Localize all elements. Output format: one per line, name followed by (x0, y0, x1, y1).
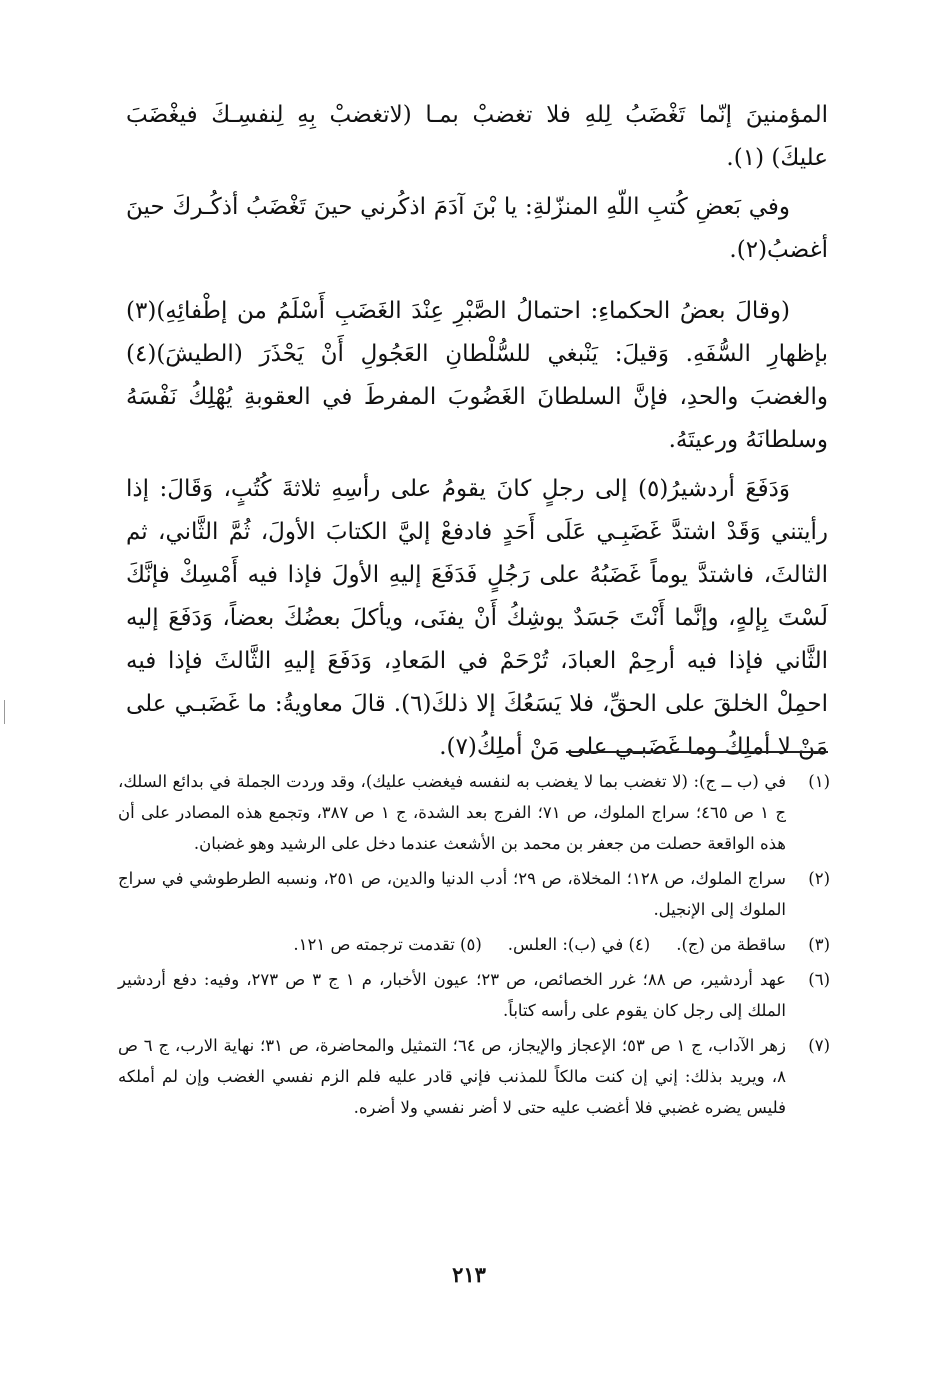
footnote-3-text: ساقطة من (ج). (676, 935, 786, 954)
main-text (126, 94, 828, 769)
paragraph-1: المؤمنينَ إنّما تَغْضَبُ لِلهِ فلا تغضبْ بمـا (لاتغضبْ بِهِ لِنفسِـكَ فيغْضَبَ عليكَ) (١). (126, 102, 828, 171)
footnote-separator (566, 751, 828, 753)
footnote-number: (٧) (808, 1036, 830, 1055)
footnote-text: سراج الملوك، ص ١٢٨؛ المخلاة، ص ٢٩؛ أدب الدنيا والدين، ص ٢٥١، ونسبه الطرطوشي في سراج الملوك إلى الإنجيل. (118, 869, 786, 919)
page-number: ٢١٣ (452, 1262, 486, 1287)
footnote-1 (118, 766, 830, 859)
footnote-number: (٤) (628, 935, 651, 954)
footnote-2 (118, 863, 830, 925)
paragraph-2: وفي بَعضِ كُتبِ اللّهِ المنزّلةِ: يا بْنَ آدَمَ اذكُرني حينَ تَغْضَبُ أذكُـركَ حينَ أغضبُ(٢). (126, 194, 828, 263)
footnote-5 (293, 929, 481, 960)
footnote-4 (508, 929, 650, 960)
footnote-text: زهر الآداب، ج ١ ص ٥٣؛ الإعجاز والإيجاز، ص ٦٤؛ التمثيل والمحاضرة، ص ٣١؛ نهاية الارب، ج ٦ ص ٨، ويريد بذلك: إني إن كنت مالكاً للمذنب فإني قادر عليه فلم الزم نفسي الغضب وإن لم أملكه فليس يضره غضبي فلا أغضب عليه حتى لا أضر نفسي ولا أضره. (118, 1036, 786, 1117)
footnotes (118, 766, 830, 1127)
footnote-number: (٥) (460, 935, 482, 954)
footnote-row-3-5 (118, 929, 830, 960)
footnote-text: عهد أردشير، ص ٨٨؛ غرر الخصائص، ص ٢٣؛ عيون الأخبار، م ١ ج ٣ ص ٢٧٣، وفيه: دفع أردشير الملك إلى رجل كان يقوم على رأسه كتاباً. (118, 970, 787, 1020)
paragraph-3: (وقالَ بعضُ الحكماءِ: احتمالُ الصَّبْرِ عِنْدَ الغَضَبِ أَسْلَمُ من إطْفائِهِ)(٣) بإظهارِ السُّفَهِ. وَقيلَ: يَنْبغي للسُّلْطانِ العَجُولِ أَنْ يَحْذَرَ (الطيشَ)(٤) والغضبَ والحدِ، فإنَّ السلطانَ الغَضُوبَ المفرطَ في العقوبةِ يُهْلِكُ نَفْسَهُ وسلطانَهُ ورعيتَهُ. (126, 298, 828, 453)
footnote-text: في (ب ــ ج): (لا تغضب بما لا يغضب به لنفسه فيغضب عليك)، وقد وردت الجملة في بدائع السلك، ج ١ ص ٤٦٥؛ سراج الملوك، ص ٧١؛ الفرج بعد الشدة، ج ١ ص ٣٨٧، وتجمع هذه المصادر على أن هذه الواقعة حصلت من جعفر بن محمد بن الأشعث عندما دخل على الرشيد وهو غضبان. (118, 772, 786, 853)
footnote-6 (118, 964, 830, 1026)
footnote-number: (٦) (808, 970, 830, 989)
scan-margin-mark (4, 700, 5, 724)
footnote-text: في (ب): العلس. (507, 935, 624, 954)
paragraph-4: وَدَفَعَ أردشيرُ(٥) إلى رجلٍ كانَ يقومُ على رأسِهِ ثلاثةَ كُتُبٍ، وَقَالَ: إذا رأيتني وَقَدْ اشتدَّ غَضَبِـي عَلَى أَحَدٍ فادفعْ إليَّ الكتابَ الأولَ، ثُمَّ الثَّاني، ثم الثالثَ، فاشتدَّ يوماً غَضَبُهُ على رَجُلٍ فَدَفَعَ إليهِ الأولَ فإذا فيه أَمْسِكْ فإنَّكَ لَسْتَ بِإلهٍ، وإنَّما أَنْتَ جَسَدٌ يوشِكُ أَنْ يفنَى، ويأكلَ بعضُكَ بعضاً، وَدَفَعَ إليه الثَّاني فإذا فيه أرحِمْ العبادَ، تُرْحَمْ في المَعادِ، وَدَفَعَ إليهِ الثَّالثَ فإذا فيه احمِلْ الخلقَ على الحقِّ، فلا يَسَعُكَ إلا ذلكَ(٦). قالَ معاويةُ: ما غَضَبـي على مَنْ لا أملِكُ وما غَضَبـي على مَنْ أملِكُ(٧). (126, 476, 828, 760)
footnote-number: (٢) (808, 869, 830, 888)
footnote-text: تقدمت ترجمته ص ١٢١. (293, 935, 455, 954)
footnote-7 (118, 1030, 830, 1123)
footnote-number: (٣) (808, 935, 830, 954)
footnote-number: (١) (808, 772, 830, 791)
